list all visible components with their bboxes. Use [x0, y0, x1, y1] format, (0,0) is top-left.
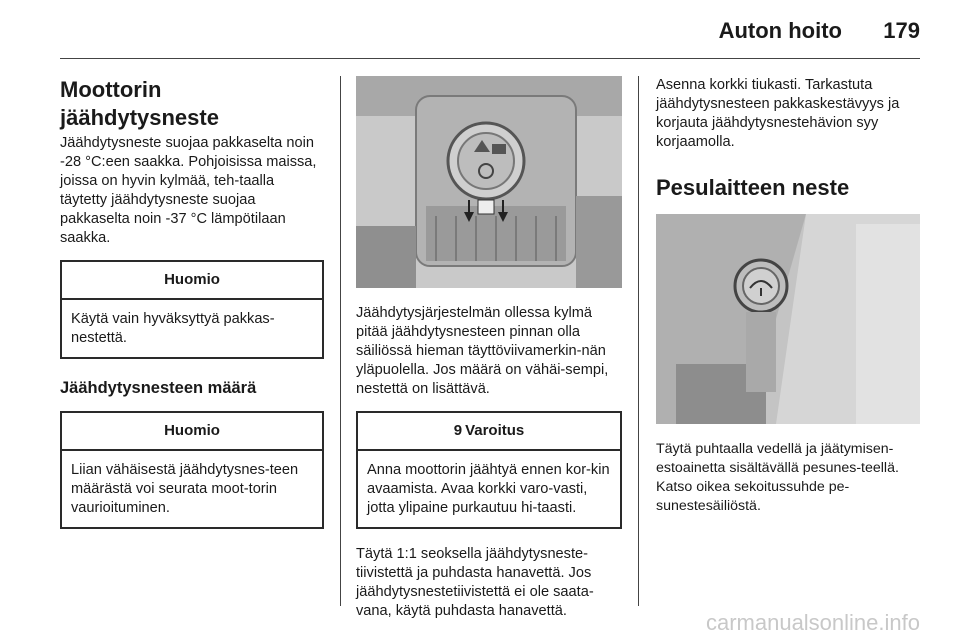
note-box-2-text: Liian vähäisestä jäähdytysnes-teen määrästä voi seurata moot-torin vaurioituminen.: [71, 462, 299, 516]
column-2: [356, 76, 622, 621]
washer-reservoir-illustration: [656, 214, 920, 424]
note-box-1: [60, 260, 324, 359]
warning-box-text: Anna moottorin jäähtyä ennen kor-kin avaamista. Avaa korkki varo-vasti, jotta ylipaine purkautuu hi-taasti.: [367, 462, 610, 516]
column-3: [656, 76, 920, 516]
note-box-1-title: Huomio: [62, 262, 322, 300]
watermark: carmanualsonline.info: [705, 610, 920, 635]
note-box-1-text: Käytä vain hyväksyttyä pakkas-nestettä.: [71, 311, 275, 346]
note-box-2-title: Huomio: [62, 413, 322, 451]
coolant-intro-text: Jäähdytysneste suojaa pakkaselta noin -28 °C:een saakka. Pohjoisissa maissa, joissa on hyvin kylmää, teh-taalla täytetty jäähdytysneste suojaa pakkaselta noin -37 °C lämpötilaan saakka.: [60, 135, 317, 246]
warning-title-text: Varoitus: [465, 422, 525, 439]
section-title: Auton hoito: [718, 18, 842, 43]
warning-triangle-icon: 9: [453, 422, 463, 439]
column-1: [60, 76, 324, 529]
washer-fluid-photo: [656, 214, 920, 424]
column-divider-1: [340, 76, 341, 606]
washer-fill-text: Täytä puhtaalla vedellä ja jäätymisen-estoainetta sisältävällä pesunes-teellä. Katso oikea sekoitussuhde pe-sunestesäiliöstä.: [656, 441, 899, 514]
heading-coolant: Moottorin jäähdytysneste: [60, 77, 219, 130]
header-divider: [60, 58, 920, 59]
page-header: [0, 0, 960, 60]
heading-washer-fluid: Pesulaitteen neste: [656, 175, 850, 200]
coolant-level-text: Jäähdytysjärjestelmän ollessa kylmä pitää jäähdytysnesteen pinnan olla säiliössä hieman täyttöviivamerkin-nän yläpuolella. Jos määrä on vähäi-sempi, nestettä on lisättävä.: [356, 305, 609, 397]
note-box-2: [60, 411, 324, 529]
warning-box-title: [358, 413, 620, 451]
coolant-fill-text: Täytä 1:1 seoksella jäähdytysneste-tiivistettä ja puhdasta hanavettä. Jos jäähdytysnestetiivistettä ei ole saata-vana, käytä puhdasta hanavettä.: [356, 546, 594, 619]
column-divider-2: [638, 76, 639, 606]
cap-instruction-text: Asenna korkki tiukasti. Tarkastuta jäähdytysnesteen pakkaskestävyys ja korjauta jäähdytysnestehävion syy korjaamolla.: [656, 77, 900, 150]
coolant-reservoir-illustration: [356, 76, 622, 288]
page-number: 179: [883, 18, 920, 43]
heading-coolant-level: Jäähdytysnesteen määrä: [60, 379, 257, 397]
warning-box: [356, 411, 622, 529]
coolant-reservoir-photo: [356, 76, 622, 288]
